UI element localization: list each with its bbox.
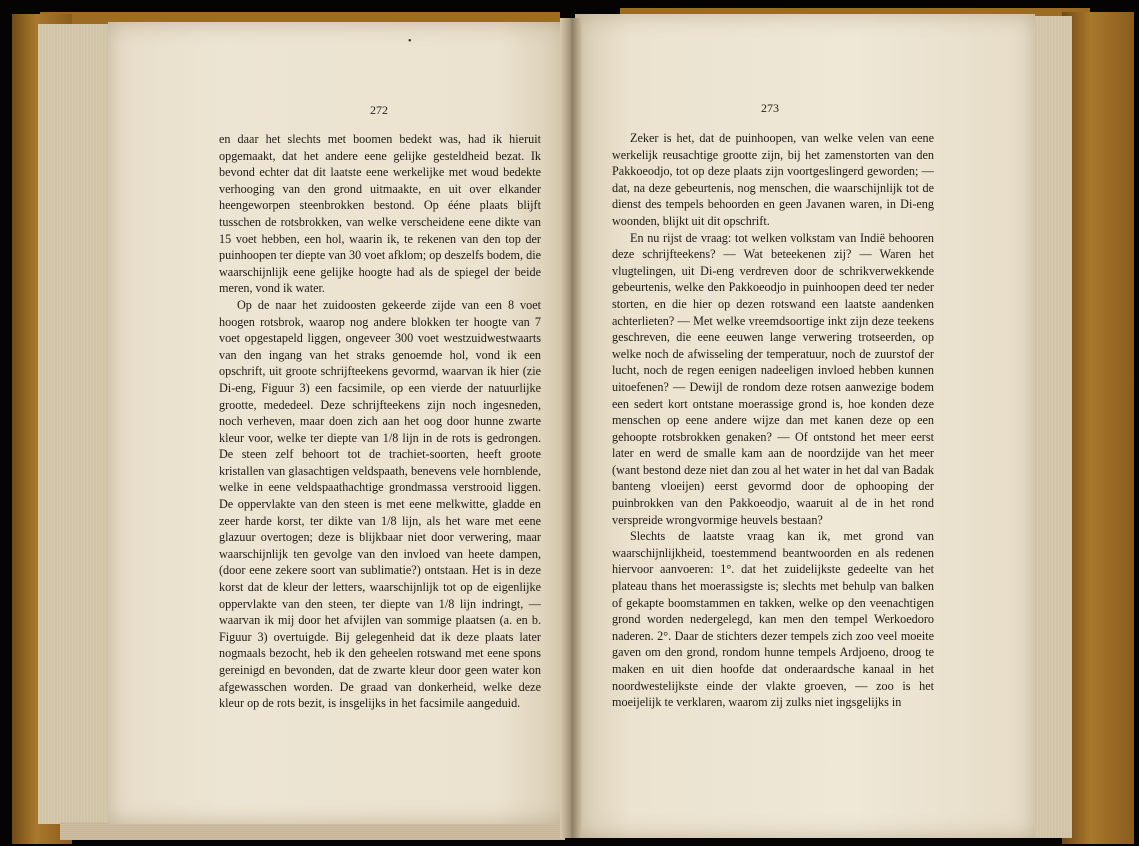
book-gutter	[560, 18, 582, 838]
left-page-text	[219, 131, 541, 712]
right-page-number: 273	[761, 101, 779, 115]
speck-mark: •	[408, 36, 412, 47]
page-edges-right	[1030, 16, 1072, 838]
right-paragraph-1: Zeker is het, dat de puinhoopen, van welke velen van eene werkelijk reusachtige grootte zijn, bij het zamenstorten van den Pakkoeodjo, tot op deze plaats zijn voortgeslingerd geworden; — dat, na deze gebeurtenis, nog menschen, die waarschijnlijk tot de dienst des tempels behoorden en geen Javanen waren, in Di-eng woonden, blijkt uit dit opschrift.	[612, 131, 934, 228]
left-page-number: 272	[370, 103, 388, 117]
right-paragraph-2: En nu rijst de vraag: tot welken volkstam van Indië behooren deze schrijfteekens? — Wat beteekenen zij? — Waren het vlugtelingen, uit Di-eng verdreven door de schrikverwekkende gebeurtenis, welke den Pakkoeodjo in puinhoopen deed ter neder storten, en die hier op dezen rotswand een laatste aandenken achterlieten? — Met welke vreemdsoortige inkt zijn deze teekens geschreven, die eene eeuwen lange verwering trotseerden, op welke noch de afwisseling der temperatuur, noch de zuurstof der lucht, noch de regen eenigen nadeeligen invloed hebben kunnen uitoefenen? — Dewijl de rondom deze rotsen aanwezige bodem een sedert kort ontstane moerassige grond is, hoe konden deze menschen op eene andere wijze dan met kanen deze op een gehoopte rotsbrokken genaken? — Of ontstond het meer eerst later en werd de smalle kam aan de noordzijde van het meer (want bestond deze niet dan zou al het water in het dal van Badak banteng vloeijen) eerst gevormd door de ophooping der puinbrokken van den Pakkoeodjo, waaruit al de in het rond verspreide wrongvormige heuvels bestaan?	[612, 230, 934, 527]
left-paragraph-2: Op de naar het zuidoosten gekeerde zijde van een 8 voet hoogen rotsbrok, waarop nog andere blokken ter hoogte van 7 voet opgestapeld liggen, ongeveer 300 voet westzuidwestwaarts van den ingang van het straks genoemde hol, vond ik een opschrift, uit groote schrijfteekens gevormd, waarvan ik hier (zie Di-eng, Figuur 3) een facsimile, op een vierde der natuurlijke grootte, mededeel. Deze schrijfteekens zijn noch ingesneden, noch verheven, maar doen zich aan het oog door hunne zwarte kleur voor, welke ter diepte van 1/8 lijn in de rots is gedrongen. De steen zelf behoort tot de trachiet-soorten, heeft groote kristallen van glasachtigen veldspaath, benevens vele hornblende, welke in eene veldspaathachtige grondmassa verstrooid liggen. De oppervlakte van den steen is met eene melkwitte, gladde en zeer harde korst, ter dikte van 1/8 lijn, als het ware met eene glazuur overtogen; deze is blijkbaar niet door verwering, maar waarschijnlijk ten gevolge van den invloed van heete dampen, (door eene zekere soort van sublimatie?) ontstaan. Het is in deze korst dat de kleur der letters, waarschijnlijk tot op de eigenlijke oppervlakte van den steen, ter diepte van 1/8 lijn indringt, — waarvan ik mij door het afvijlen van sommige plaatsen (a. en b. Figuur 3) overtuigde. Bij gelegenheid dat ik deze plaats later nogmaals bezocht, heb ik den geheelen rotswand met eene spons gereinigd en bevonden, dat de zwarte kleur door geen water kon afgewasschen worden. De graad van donkerheid, welke deze kleur op de rots bezit, is insgelijks in het facsimile aangeduid.	[219, 297, 541, 711]
right-page-text	[612, 130, 934, 711]
page-edges-left	[38, 24, 110, 824]
left-paragraph-1: en daar het slechts met boomen bedekt was, had ik hieruit opgemaakt, dat het andere eene gelijke gesteldheid bezat. Ik bevond echter dat dit laatste eene werkelijke met woud bedekte verhooging van den grond uitmaakte, en uit over elkander heengeworpen steenbrokken bestond. Op ééne plaats blijft tusschen de rotsbrokken, van welke verscheidene eene dikte van 15 voet hebben, een hol, waarin ik, te rekenen van den top der puinhoopen ter diepte van 30 voet afklom; op deszelfs bodem, die waarschijnlijk eene gelijke hoogte had als de spiegel der beide meren, vond ik water.	[219, 132, 541, 296]
right-paragraph-3: Slechts de laatste vraag kan ik, met grond van waarschijnlijkheid, toestemmend beantwoorden en als redenen hiervoor aanvoeren: 1°. dat het zuidelijkste gedeelte van het plateau thans het moerassigste is; slechts met behulp van balken of gekapte boomstammen en takken, welke op den veenachtigen grond worden nedergelegd, kan men den tempel Werkoedoro naderen. 2°. Daar de stichters dezer tempels zich zoo veel moeite gaven om den grond, rondom hunne tempels Ardjoeno, droog te maken en uit dien hoofde dat onderaardsche kanaal in het noordwestelijkste einde der vlakte groeven, — zoo is het moeijelijk te verklaren, waarom zij zulks niet ingsgelijks in	[612, 529, 934, 710]
page-edges-bottom	[60, 822, 565, 840]
book-cover-right	[1062, 12, 1134, 844]
